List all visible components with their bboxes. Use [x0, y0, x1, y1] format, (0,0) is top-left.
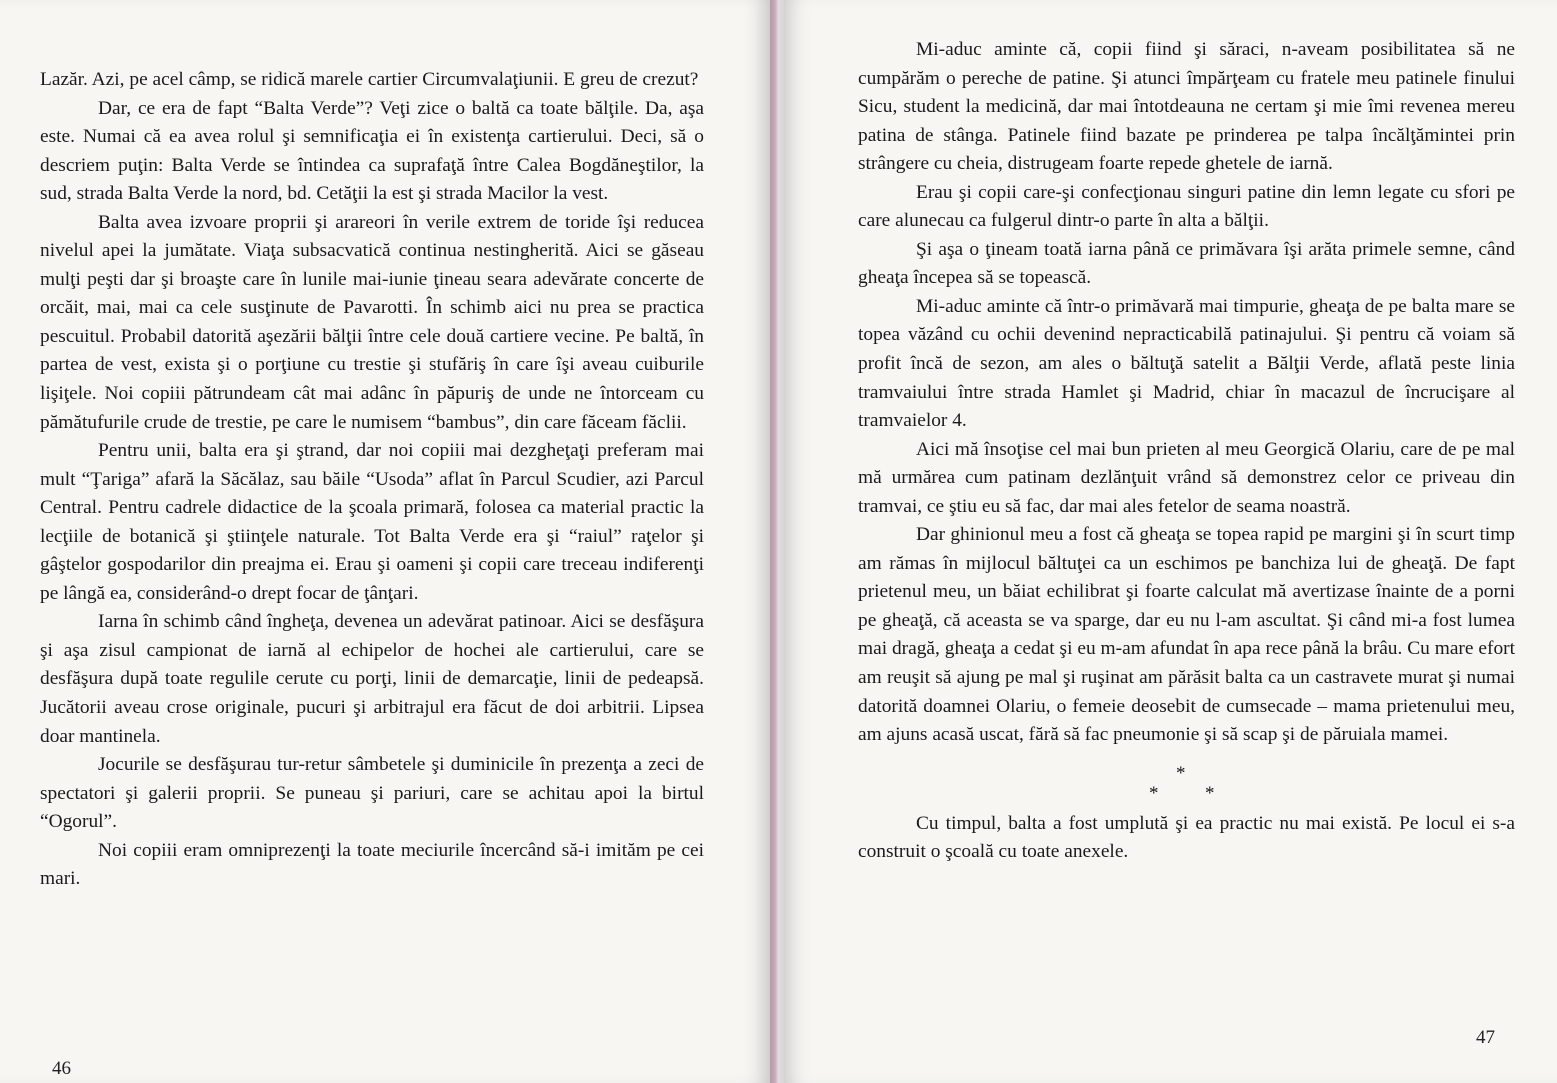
- paragraph: Lazăr. Azi, pe acel câmp, se ridică marele cartier Circumvalaţiunii. E greu de crezut?: [40, 69, 699, 90]
- paragraph: Iarna în schimb când îngheţa, devenea un adevărat patinoar. Aici se desfăşura şi aşa zisul campionat de iarnă al echipelor de hochei ale cartierului, care se desfăşura după toate regulile cerute cu porţi, linii de demarcaţie, linii de pedeapsă. Jucătorii aveau crose originale, pucuri şi arbitrajul era făcut de doi arbitrii. Lipsea doar mantinela.: [40, 611, 704, 747]
- asterisk: *: [1176, 762, 1186, 784]
- closing-paragraph: Cu timpul, balta a fost umplută şi ea practic nu mai există. Pe locul ei s-a construit o şcoală cu toate anexele.: [858, 812, 1515, 863]
- paragraph: Mi-aduc aminte că, copii fiind şi săraci, n-aveam posibilitatea să ne cumpărăm o pereche de patine. Şi atunci împărţeam cu fratele meu patinele finului Sicu, student la medicină, dar mai întotdeauna ne certam şi mie îmi revenea mereu patina de stânga. Patinele fiind bazate pe prinderea pe talpa încălţămintei prin strângere cu cheia, distrugeam foarte repede ghetele de iarnă.: [858, 39, 1515, 175]
- left-page: [0, 0, 770, 1083]
- asterisk: *: [1205, 782, 1215, 804]
- asterisk: *: [1149, 782, 1159, 804]
- paragraph: Dar, ce era de fapt “Balta Verde”? Veţi zice o baltă ca toate bălţile. Da, aşa este. Numai că ea avea rolul şi semnificaţia ei în existenţa cartierului. Deci, să o descriem puţin: Balta Verde se întindea ca suprafaţă între Calea Bogdăneştilor, la sud, strada Balta Verde la nord, bd. Cetăţii la est şi strada Macilor la vest.: [40, 97, 704, 205]
- left-page-text: [40, 66, 704, 894]
- paragraph: Erau şi copii care-şi confecţionau singuri patine din lemn legate cu sfori pe care alunecau ca fulgerul dintr-o parte în alta a bălţii.: [858, 181, 1515, 232]
- page-number: 46: [52, 1058, 71, 1079]
- paragraph: Şi aşa o ţineam toată iarna până ce primăvara îşi arăta primele semne, când gheaţa începea să se topească.: [858, 238, 1515, 289]
- paragraph: Noi copiii eram omniprezenţi la toate meciurile încercând să-i imităm pe cei mari.: [40, 839, 704, 890]
- section-break-asterism: [858, 750, 1515, 810]
- paragraph: Mi-aduc aminte că într-o primăvară mai timpurie, gheaţa de pe balta mare se topea văzând cu ochii devenind nepracticabilă patinajului. Şi pentru că voiam să profit încă de sezon, am ales o băltuţă satelit a Bălţii Verde, aflată peste linia tramvaiului între strada Hamlet şi Madrid, chiar în macazul de încrucişare al tramvaielor 4.: [858, 295, 1515, 432]
- page-number: 47: [1476, 1027, 1495, 1048]
- paragraph: Jocurile se desfăşurau tur-retur sâmbetele şi duminicile în prezenţa a zeci de spectatori şi galerii proprii. Se puneau şi pariuri, care se achitau apoi la birtul “Ogorul”.: [40, 754, 704, 833]
- book-gutter: [770, 0, 784, 1083]
- paragraph: Aici mă însoţise cel mai bun prieten al meu Georgică Olariu, care de pe mal mă urmărea cum patinam dezlănţuit vrând să demonstrez celor ce priveau din tramvai, ce ştiu eu să fac, dar mai ales fetelor de seama noastră.: [858, 438, 1515, 517]
- right-page-text: [858, 36, 1515, 867]
- right-page: [784, 0, 1557, 1083]
- paragraph: Pentru unii, balta era şi ştrand, dar noi copiii mai dezgheţaţi preferam mai mult “Ţariga” afară la Săcălaz, sau băile “Usoda” aflat în Parcul Scudier, azi Parcul Central. Pentru cadrele didactice de la şcoala primară, folosea ca material practic la lecţiile de botanică şi ştiinţele naturale. Tot Balta Verde era şi “raiul” raţelor şi gâştelor gospodarilor din preajma ei. Erau şi oameni şi copii care treceau indiferenţi pe lângă ea, considerând-o drept focar de ţânţari.: [40, 440, 704, 604]
- paragraph: Balta avea izvoare proprii şi arareori în verile extrem de toride îşi reducea nivelul apei la jumătate. Viaţa subsacvatică continua nestingherită. Aici se găseau mulţi peşti dar şi broaşte care în lunile mai-iunie ţineau seara adevărate concerte de orcăit, mai, mai ca cele susţinute de Pavarotti. În schimb aici nu prea se practica pescuitul. Probabil datorită aşezării bălţii între cele două cartiere vecine. Pe baltă, în partea de vest, exista şi o porţiune cu trestie şi stufăriş în care îşi aveau cuiburile lişiţele. Noi copiii pătrundeam cât mai adânc în păpuriş de unde ne întorceam cu pămătufurile crude de trestie, pe care le numisem “bambus”, din care făceam făclii.: [40, 211, 704, 433]
- paragraph: Dar ghinionul meu a fost că gheaţa se topea rapid pe margini şi în scurt timp am rămas în mijlocul băltuţei ca un eschimos pe banchiza lui de gheaţă. De fapt prietenul meu, un băiat echilibrat şi foarte calculat mă avertizase înainte de a porni pe gheaţă, că aceasta se va sparge, dar eu nu l-am ascultat. Şi când mi-a fost lumea mai dragă, gheaţa a cedat şi eu m-am afundat în apa rece până la brâu. Cu mare efort am reuşit să ajung pe mal şi ruşinat am părăsit balta ca un castravete murat şi numai datorită doamnei Olariu, o femeie deosebit de cumsecade – mama prietenului meu, am ajuns acasă uscat, fără să fac pneumonie şi să scap şi de păruiala mamei.: [858, 524, 1515, 746]
